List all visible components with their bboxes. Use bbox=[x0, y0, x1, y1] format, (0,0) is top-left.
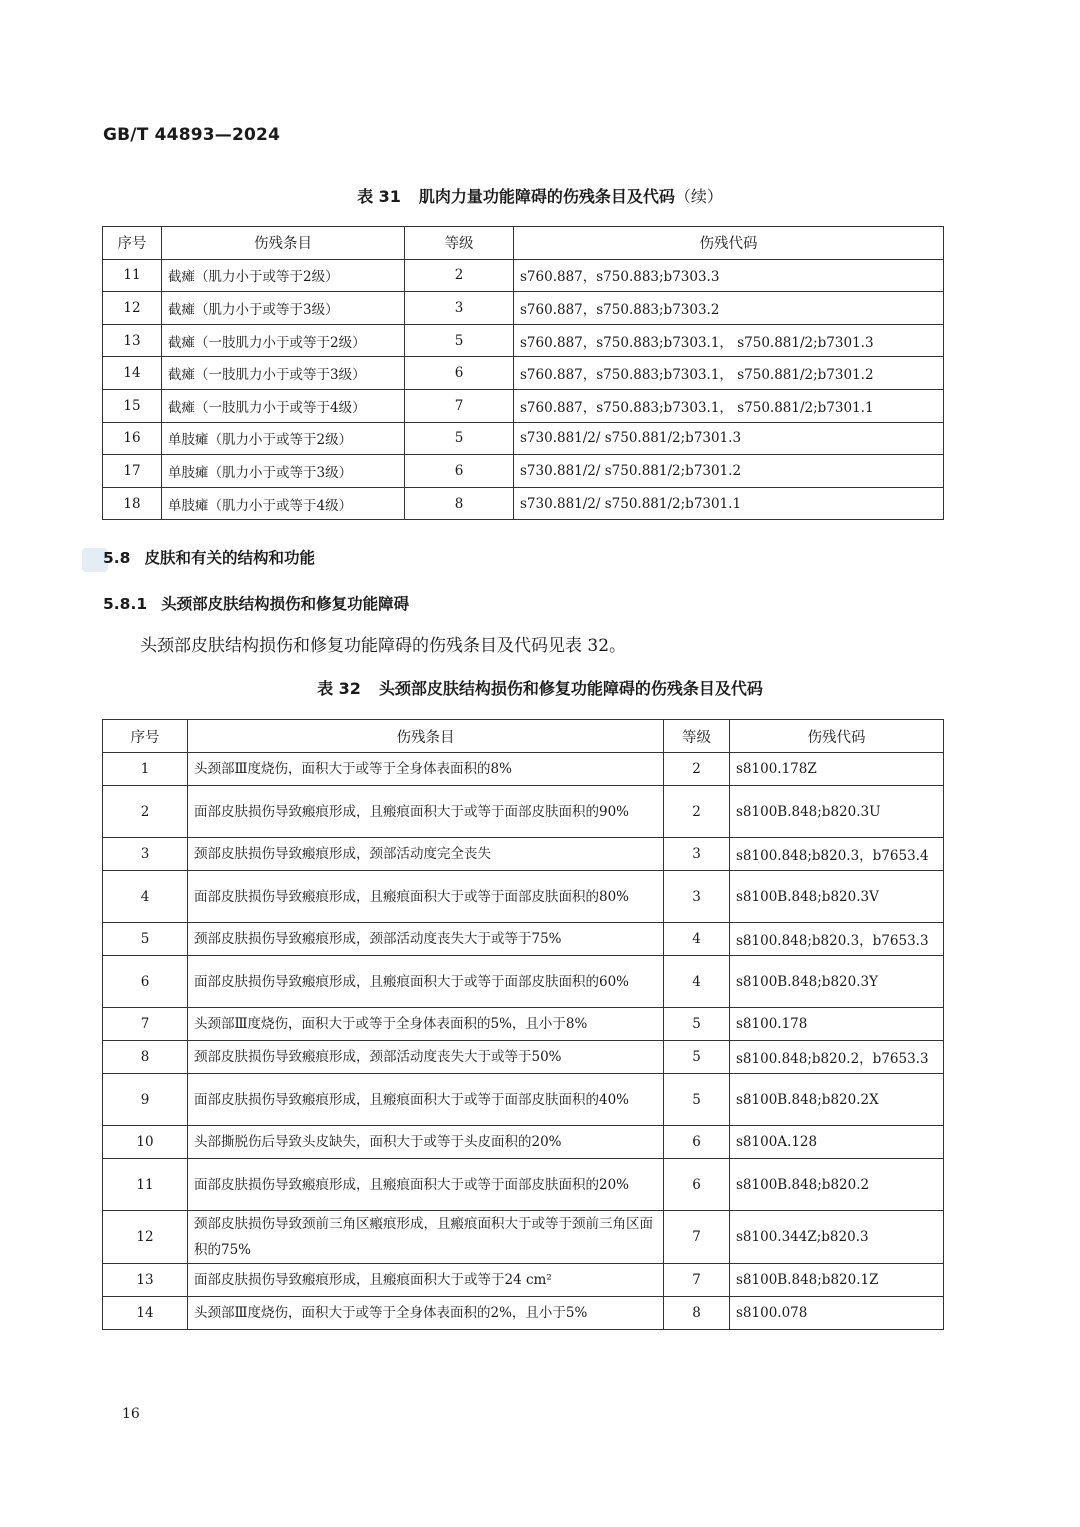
cell-grade: 8 bbox=[664, 1297, 730, 1330]
cell-item: 截瘫（一肢肌力小于或等于2级） bbox=[162, 324, 405, 357]
cell-item: 截瘫（一肢肌力小于或等于3级） bbox=[162, 357, 405, 390]
cell-grade: 2 bbox=[664, 753, 730, 786]
cell-seq: 16 bbox=[103, 422, 162, 455]
table32-col-header: 等级 bbox=[664, 720, 730, 753]
cell-code: s8100.178 bbox=[730, 1008, 944, 1041]
cell-grade: 7 bbox=[664, 1264, 730, 1297]
cell-grade: 2 bbox=[664, 786, 730, 838]
body-paragraph: 头颈部皮肤结构损伤和修复功能障碍的伤残条目及代码见表 32。 bbox=[140, 636, 627, 656]
cell-code: s8100B.848;b820.3V bbox=[730, 871, 944, 923]
table-row bbox=[103, 1211, 944, 1264]
cell-grade: 6 bbox=[405, 357, 514, 390]
cell-item: 面部皮肤损伤导致瘢痕形成，且瘢痕面积大于或等于24 cm² bbox=[188, 1264, 664, 1297]
cell-seq: 3 bbox=[103, 838, 188, 871]
cell-seq: 1 bbox=[103, 753, 188, 786]
cell-grade: 7 bbox=[664, 1211, 730, 1264]
table-row bbox=[103, 292, 944, 325]
cell-grade: 4 bbox=[664, 956, 730, 1008]
table31-col-header: 等级 bbox=[405, 227, 514, 260]
cell-seq: 10 bbox=[103, 1126, 188, 1159]
table-row bbox=[103, 1297, 944, 1330]
cell-seq: 9 bbox=[103, 1074, 188, 1126]
table32-caption bbox=[0, 676, 1080, 699]
cell-item: 头颈部Ⅲ度烧伤，面积大于或等于全身体表面积的8% bbox=[188, 753, 664, 786]
table-row bbox=[103, 1041, 944, 1074]
table31-caption-title: 肌肉力量功能障碍的伤残条目及代码 bbox=[418, 187, 675, 206]
table31-caption bbox=[0, 184, 1080, 207]
cell-grade: 4 bbox=[664, 923, 730, 956]
cell-code: s8100.848;b820.3，b7653.4 bbox=[730, 838, 944, 871]
cell-code: s730.881/2/ s750.881/2;b7301.1 bbox=[514, 487, 944, 520]
table-row bbox=[103, 956, 944, 1008]
cell-item: 颈部皮肤损伤导致瘢痕形成，颈部活动度丧失大于或等于50% bbox=[188, 1041, 664, 1074]
table-row bbox=[103, 1074, 944, 1126]
table-row bbox=[103, 1159, 944, 1211]
table31-header-row bbox=[103, 227, 944, 260]
table32-col-header: 伤残代码 bbox=[730, 720, 944, 753]
cell-grade: 5 bbox=[405, 324, 514, 357]
cell-code: s730.881/2/ s750.881/2;b7301.2 bbox=[514, 455, 944, 488]
table31-col-header: 序号 bbox=[103, 227, 162, 260]
section-title: 头颈部皮肤结构损伤和修复功能障碍 bbox=[161, 595, 410, 613]
table-row bbox=[103, 259, 944, 292]
page-number: 16 bbox=[122, 1406, 140, 1422]
cell-item: 颈部皮肤损伤导致瘢痕形成，颈部活动度完全丧失 bbox=[188, 838, 664, 871]
table-row bbox=[103, 1126, 944, 1159]
section-number: 5.8.1 bbox=[103, 595, 148, 613]
cell-item: 头颈部Ⅲ度烧伤，面积大于或等于全身体表面积的5%，且小于8% bbox=[188, 1008, 664, 1041]
cell-item: 头颈部Ⅲ度烧伤，面积大于或等于全身体表面积的2%，且小于5% bbox=[188, 1297, 664, 1330]
cell-item: 单肢瘫（肌力小于或等于4级） bbox=[162, 487, 405, 520]
table31-caption-number: 表 31 bbox=[357, 187, 401, 206]
cell-item: 面部皮肤损伤导致瘢痕形成，且瘢痕面积大于或等于面部皮肤面积的90% bbox=[188, 786, 664, 838]
cell-code: s8100A.128 bbox=[730, 1126, 944, 1159]
table-row bbox=[103, 455, 944, 488]
table-row bbox=[103, 389, 944, 422]
table32-col-header: 序号 bbox=[103, 720, 188, 753]
table-row bbox=[103, 324, 944, 357]
cell-code: s760.887，s750.883;b7303.2 bbox=[514, 292, 944, 325]
table-row bbox=[103, 422, 944, 455]
cell-code: s760.887，s750.883;b7303.1， s750.881/2;b7301.1 bbox=[514, 389, 944, 422]
table-row bbox=[103, 923, 944, 956]
cell-grade: 5 bbox=[664, 1074, 730, 1126]
table32-header-row bbox=[103, 720, 944, 753]
table-row bbox=[103, 871, 944, 923]
table-row bbox=[103, 838, 944, 871]
cell-item: 面部皮肤损伤导致瘢痕形成，且瘢痕面积大于或等于面部皮肤面积的20% bbox=[188, 1159, 664, 1211]
table31-caption-suffix: （续） bbox=[674, 187, 723, 206]
cell-item: 截瘫（肌力小于或等于2级） bbox=[162, 259, 405, 292]
cell-code: s730.881/2/ s750.881/2;b7301.3 bbox=[514, 422, 944, 455]
cell-item: 单肢瘫（肌力小于或等于3级） bbox=[162, 455, 405, 488]
table-row bbox=[103, 753, 944, 786]
cell-item: 面部皮肤损伤导致瘢痕形成，且瘢痕面积大于或等于面部皮肤面积的60% bbox=[188, 956, 664, 1008]
table32-col-header: 伤残条目 bbox=[188, 720, 664, 753]
cell-code: s8100.178Z bbox=[730, 753, 944, 786]
cell-item: 面部皮肤损伤导致瘢痕形成，且瘢痕面积大于或等于面部皮肤面积的40% bbox=[188, 1074, 664, 1126]
cell-code: s8100B.848;b820.1Z bbox=[730, 1264, 944, 1297]
cell-code: s760.887，s750.883;b7303.1， s750.881/2;b7301.2 bbox=[514, 357, 944, 390]
cell-item: 头部撕脱伤后导致头皮缺失，面积大于或等于头皮面积的20% bbox=[188, 1126, 664, 1159]
cell-item: 颈部皮肤损伤导致颈前三角区瘢痕形成，且瘢痕面积大于或等于颈前三角区面积的75% bbox=[188, 1211, 664, 1264]
table-row bbox=[103, 1264, 944, 1297]
cell-seq: 17 bbox=[103, 455, 162, 488]
cell-seq: 11 bbox=[103, 1159, 188, 1211]
standard-code: GB/T 44893—2024 bbox=[103, 125, 281, 145]
cell-seq: 14 bbox=[103, 1297, 188, 1330]
cell-seq: 11 bbox=[103, 259, 162, 292]
cell-code: s760.887，s750.883;b7303.3 bbox=[514, 259, 944, 292]
cell-code: s8100B.848;b820.2X bbox=[730, 1074, 944, 1126]
table-31 bbox=[102, 226, 944, 520]
cell-item: 颈部皮肤损伤导致瘢痕形成，颈部活动度丧失大于或等于75% bbox=[188, 923, 664, 956]
cell-seq: 13 bbox=[103, 1264, 188, 1297]
section-title: 皮肤和有关的结构和功能 bbox=[144, 549, 315, 567]
cell-grade: 2 bbox=[405, 259, 514, 292]
table32-caption-number: 表 32 bbox=[317, 679, 361, 698]
cell-seq: 14 bbox=[103, 357, 162, 390]
cell-code: s8100B.848;b820.3U bbox=[730, 786, 944, 838]
cell-grade: 8 bbox=[405, 487, 514, 520]
cell-grade: 6 bbox=[405, 455, 514, 488]
section-number: 5.8 bbox=[103, 549, 131, 567]
cell-grade: 5 bbox=[664, 1041, 730, 1074]
table-row bbox=[103, 786, 944, 838]
cell-grade: 6 bbox=[664, 1126, 730, 1159]
cell-seq: 13 bbox=[103, 324, 162, 357]
table-row bbox=[103, 1008, 944, 1041]
table31-col-header: 伤残代码 bbox=[514, 227, 944, 260]
table-row bbox=[103, 487, 944, 520]
cell-item: 面部皮肤损伤导致瘢痕形成，且瘢痕面积大于或等于面部皮肤面积的80% bbox=[188, 871, 664, 923]
cell-code: s8100.344Z;b820.3 bbox=[730, 1211, 944, 1264]
cell-grade: 3 bbox=[664, 838, 730, 871]
cell-grade: 6 bbox=[664, 1159, 730, 1211]
cell-code: s8100.848;b820.2，b7653.3 bbox=[730, 1041, 944, 1074]
cell-item: 单肢瘫（肌力小于或等于2级） bbox=[162, 422, 405, 455]
cell-item: 截瘫（肌力小于或等于3级） bbox=[162, 292, 405, 325]
cell-grade: 5 bbox=[664, 1008, 730, 1041]
cell-code: s8100.848;b820.3，b7653.3 bbox=[730, 923, 944, 956]
cell-seq: 6 bbox=[103, 956, 188, 1008]
cell-seq: 4 bbox=[103, 871, 188, 923]
cell-grade: 3 bbox=[405, 292, 514, 325]
cell-seq: 12 bbox=[103, 292, 162, 325]
cell-item: 截瘫（一肢肌力小于或等于4级） bbox=[162, 389, 405, 422]
cell-seq: 5 bbox=[103, 923, 188, 956]
cell-grade: 7 bbox=[405, 389, 514, 422]
cell-code: s760.887，s750.883;b7303.1， s750.881/2;b7301.3 bbox=[514, 324, 944, 357]
table31-col-header: 伤残条目 bbox=[162, 227, 405, 260]
table-32 bbox=[102, 719, 944, 1330]
cell-code: s8100B.848;b820.3Y bbox=[730, 956, 944, 1008]
cell-seq: 18 bbox=[103, 487, 162, 520]
cell-seq: 15 bbox=[103, 389, 162, 422]
cell-code: s8100.078 bbox=[730, 1297, 944, 1330]
cell-grade: 3 bbox=[664, 871, 730, 923]
cell-grade: 5 bbox=[405, 422, 514, 455]
table32-caption-title: 头颈部皮肤结构损伤和修复功能障碍的伤残条目及代码 bbox=[378, 679, 763, 698]
section-5-8-heading bbox=[103, 546, 315, 568]
section-5-8-1-heading bbox=[103, 592, 409, 614]
cell-seq: 7 bbox=[103, 1008, 188, 1041]
cell-code: s8100B.848;b820.2 bbox=[730, 1159, 944, 1211]
table-row bbox=[103, 357, 944, 390]
cell-seq: 2 bbox=[103, 786, 188, 838]
cell-seq: 8 bbox=[103, 1041, 188, 1074]
cell-seq: 12 bbox=[103, 1211, 188, 1264]
